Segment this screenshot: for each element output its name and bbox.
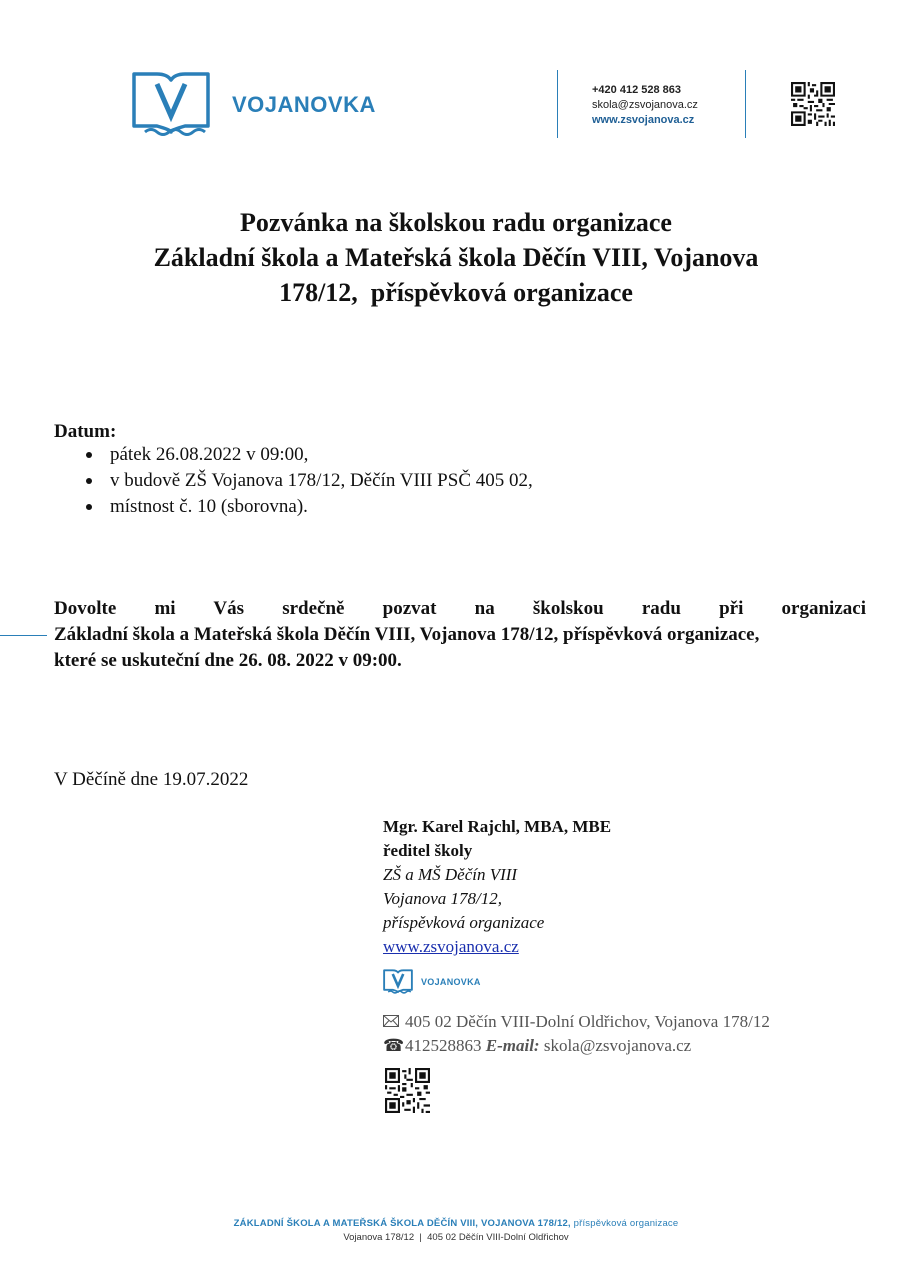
brand-name: VOJANOVKA	[232, 92, 376, 117]
signature-address	[383, 1012, 770, 1032]
signature-block	[383, 815, 611, 959]
signatory-name: Mgr. Karel Rajchl, MBA, MBE	[383, 817, 612, 836]
invitation-line-3: které se uskuteční dne 26. 08. 2022 v 09:00.	[54, 650, 402, 671]
invitation-line-2: Základní škola a Mateřská škola Děčín VIII, Vojanova 178/12, příspěvková organizace,	[54, 624, 760, 645]
signature-brand: VOJANOVKA	[421, 977, 481, 987]
document-title	[60, 205, 852, 310]
signatory-org-1: ZŠ a MŠ Děčín VIII	[383, 865, 518, 884]
phone-text: 412528863	[405, 1036, 482, 1055]
header-email[interactable]: skola@zsvojanova.cz	[592, 99, 698, 111]
signature-website-link[interactable]: www.zsvojanova.cz	[383, 937, 519, 956]
signature-phone-email	[383, 1036, 691, 1056]
header-website[interactable]: www.zsvojanova.cz	[592, 114, 695, 126]
vojanovka-logo-icon	[131, 70, 211, 138]
header-phone: +420 412 528 863	[592, 84, 682, 96]
footer-line-1	[0, 1218, 912, 1229]
footer-school-name: ZÁKLADNÍ ŠKOLA A MATEŘSKÁ ŠKOLA DĚČÍN VIII, VOJANOVA 178/12,	[233, 1218, 571, 1229]
email-text[interactable]: skola@zsvojanova.cz	[543, 1036, 692, 1055]
margin-mark	[0, 635, 47, 636]
list-item: místnost č. 10 (sborovna).	[86, 494, 533, 520]
qr-code-icon	[791, 82, 835, 126]
invitation-line-1: Dovolte mi Vás srdečně pozvat na školskou radu při organizaci	[54, 598, 866, 619]
list-item: pátek 26.08.2022 v 09:00,	[86, 442, 533, 468]
signature-qr-code-icon	[385, 1068, 430, 1113]
list-item: v budově ZŠ Vojanova 178/12, Děčín VIII PSČ 405 02,	[86, 468, 533, 494]
footer-address: Vojanova 178/12 | 405 02 Děčín VIII-Dolní Oldřichov	[343, 1232, 569, 1243]
address-text: 405 02 Děčín VIII-Dolní Oldřichov, Vojanova 178/12	[405, 1012, 770, 1031]
telephone-icon: ☎	[383, 1036, 405, 1055]
header-contact	[592, 83, 698, 128]
footer-org-type: příspěvková organizace	[573, 1218, 679, 1229]
email-label: E-mail:	[485, 1036, 540, 1055]
date-list	[86, 442, 533, 520]
title-line-3: 178/12, příspěvková organizace	[279, 278, 633, 307]
date-label: Datum:	[54, 421, 117, 442]
vojanovka-small-logo-icon	[383, 968, 413, 995]
title-line-2: Základní škola a Mateřská škola Děčín VIII, Vojanova	[153, 243, 759, 272]
signatory-org-2: Vojanova 178/12,	[383, 889, 502, 908]
signatory-role: ředitel školy	[383, 841, 473, 860]
header-divider	[557, 70, 558, 138]
place-and-date: V Děčíně dne 19.07.2022	[54, 769, 249, 790]
signatory-org-3: příspěvková organizace	[383, 913, 545, 932]
title-line-1: Pozvánka na školskou radu organizace	[240, 208, 672, 237]
header-divider-right	[745, 70, 746, 138]
page-footer	[0, 1218, 912, 1243]
invitation-text	[54, 596, 866, 674]
envelope-icon	[383, 1012, 399, 1032]
